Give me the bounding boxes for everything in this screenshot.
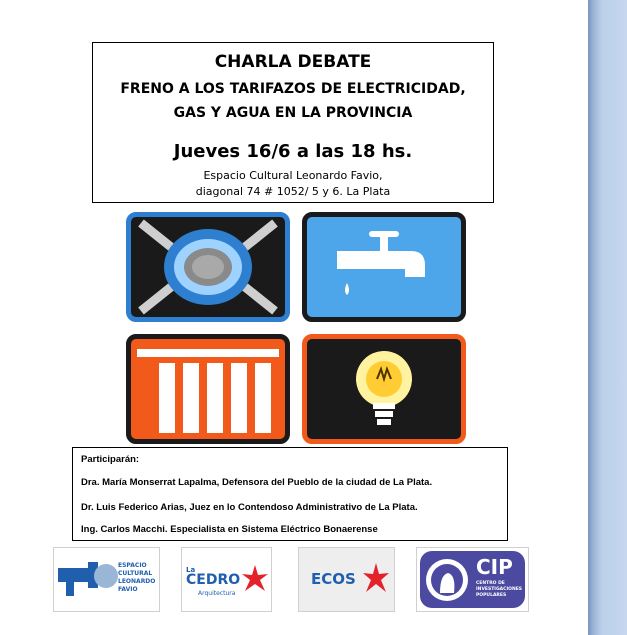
event-date: Jueves 16/6 a las 18 hs. xyxy=(173,141,413,162)
participants-box xyxy=(72,447,508,541)
la-cedro-logo-name: CEDRO xyxy=(186,572,241,588)
participants-heading: Participarán: xyxy=(81,454,140,465)
espacio-cultural-logo-text: ESPACIO CULTURAL LEONARDO FAVIO xyxy=(118,562,156,593)
event-subtitle-line1: FRENO A LOS TARIFAZOS DE ELECTRICIDAD, xyxy=(120,81,466,97)
espacio-cultural-logo xyxy=(53,547,160,612)
gas-burner-icon xyxy=(126,212,290,322)
la-cedro-logo xyxy=(181,547,272,612)
ecos-logo xyxy=(298,547,395,612)
event-venue-line1: Espacio Cultural Leonardo Favio, xyxy=(203,169,383,182)
radiator-icon xyxy=(126,334,290,444)
desktop-background xyxy=(588,0,627,635)
light-bulb-icon xyxy=(302,334,466,444)
event-title: CHARLA DEBATE xyxy=(214,52,372,72)
event-venue-line2: diagonal 74 # 1052/ 5 y 6. La Plata xyxy=(195,185,391,198)
event-header-box xyxy=(92,42,494,203)
ecos-logo-text: ECOS xyxy=(311,570,356,588)
event-subtitle-line2: GAS Y AGUA EN LA PROVINCIA xyxy=(173,105,413,121)
cip-logo xyxy=(416,547,529,612)
participant-item: Ing. Carlos Macchi. Especialista en Sistema Eléctrico Bonaerense xyxy=(81,524,378,535)
cip-logo-text: CIP xyxy=(476,555,513,579)
water-faucet-icon xyxy=(302,212,466,322)
participant-item: Dr. Luis Federico Arias, Juez en lo Contendoso Administrativo de La Plata. xyxy=(81,502,418,513)
la-cedro-logo-la: La xyxy=(186,566,196,574)
la-cedro-logo-sub: Arquitectura xyxy=(198,590,236,597)
cip-logo-sub: CENTRO DE INVESTIGACIONES POPULARES xyxy=(476,581,523,598)
participant-item: Dra. María Monserrat Lapalma, Defensora del Pueblo de la ciudad de La Plata. xyxy=(81,477,433,488)
utilities-image xyxy=(126,212,462,444)
